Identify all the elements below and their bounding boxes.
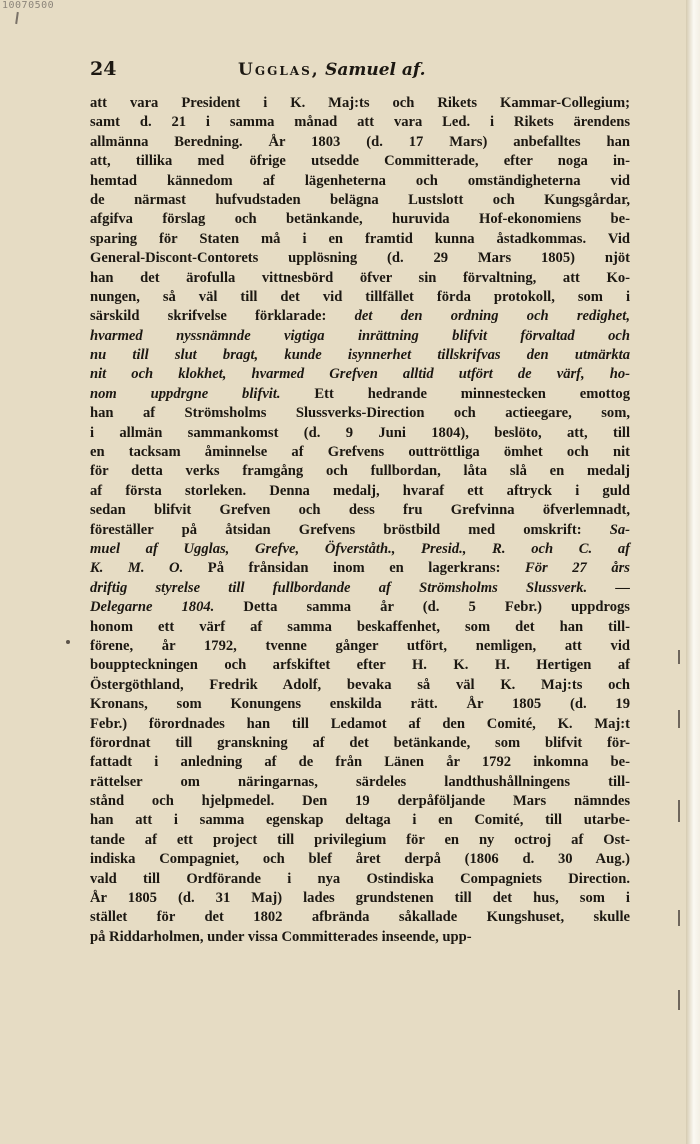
text-line <box>90 327 630 346</box>
text-segment: de närmast hufvudstaden belägna Lustslott och Kungsgårdar, <box>90 191 630 208</box>
text-segment-italic: Delegarne 1804. <box>90 599 215 616</box>
text-line <box>90 559 630 578</box>
text-segment: Ett hedrande minnestecken emottog <box>280 385 630 402</box>
text-segment: att, tillika med öfrige utsedde Committerade, efter noga in- <box>90 153 630 170</box>
text-segment: sparing för Staten må i en framtid kunna åstadkommas. Vid <box>90 230 630 247</box>
text-line <box>90 404 630 423</box>
text-line <box>90 831 630 850</box>
text-segment: för detta verks framgång och fullbordan, låta slå en medalj <box>90 463 630 480</box>
text-segment: en tacksam åminnelse af Grefvens outtröttliga ömhet och nit <box>90 444 630 461</box>
text-segment-italic: hvarmed nyssnämnde vigtiga inrättning blifvit förvaltad och <box>90 327 630 344</box>
text-segment: indiska Compagniet, och blef året derpå (1806 d. 30 Aug.) <box>90 851 630 868</box>
text-line <box>90 152 630 171</box>
body-text <box>90 94 630 947</box>
page-edge <box>686 0 700 1144</box>
text-line <box>90 482 630 501</box>
text-line <box>90 579 630 598</box>
text-segment-italic: För 27 års <box>524 560 630 577</box>
margin-dot <box>66 640 70 644</box>
text-line <box>90 928 630 947</box>
text-segment-italic: nom uppdrgne blifvit. <box>90 385 281 402</box>
running-head-family-name: Ugglas, <box>238 60 320 80</box>
text-segment: på Riddarholmen, under vissa Committerades inseende, upp- <box>90 928 472 945</box>
text-line <box>90 113 630 132</box>
text-segment: Kronans, som Konungens enskilda rätt. År 1805 (d. 19 <box>90 696 630 713</box>
text-line <box>90 521 630 540</box>
text-segment-italic: K. M. O. <box>90 560 184 577</box>
running-head-given-name: Samuel af. <box>325 60 426 80</box>
text-line <box>90 365 630 384</box>
text-line <box>90 424 630 443</box>
text-segment: föreställer på åtsidan Grefvens bröstbild med omskrift: <box>90 521 610 538</box>
text-segment: han att i samma egenskap deltaga i en Comité, till utarbe- <box>90 812 630 829</box>
text-line <box>90 870 630 889</box>
text-line <box>90 908 630 927</box>
text-line <box>90 540 630 559</box>
text-line <box>90 133 630 152</box>
text-line <box>90 811 630 830</box>
text-segment: Febr.) förordnades han till Ledamot af den Comité, K. Maj:t <box>90 715 630 732</box>
text-segment: att vara President i K. Maj:ts och Rikets Kammar-Collegium; <box>90 95 630 111</box>
text-line <box>90 288 630 307</box>
text-segment: samt d. 21 i samma månad att vara Led. i Rikets ärendens <box>90 114 630 131</box>
text-segment-italic: nu till slut bragt, kunde isynnerhet tillskrifvas den utmärkta <box>90 347 630 364</box>
text-segment: honom ett värf af samma beskaffenhet, som det han till- <box>90 618 630 635</box>
text-segment: särskild skrifvelse förklarade: <box>90 308 355 325</box>
text-segment: tande af ett project till privilegium för en ny octroj af Ost- <box>90 831 630 848</box>
text-segment: Östergöthland, Fredrik Adolf, bevaka så väl K. Maj:ts och <box>90 676 630 693</box>
text-line <box>90 695 630 714</box>
page-number: 24 <box>90 58 117 80</box>
text-line <box>90 501 630 520</box>
text-line <box>90 172 630 191</box>
text-line <box>90 210 630 229</box>
text-line <box>90 462 630 481</box>
text-line <box>90 307 630 326</box>
text-segment: allmänna Beredning. År 1803 (d. 17 Mars) anbefalltes han <box>90 133 630 150</box>
text-line <box>90 230 630 249</box>
text-line <box>90 889 630 908</box>
text-segment: hemtad kännedom af lägenheterna och omständigheterna vid <box>90 172 630 189</box>
text-line <box>90 94 630 113</box>
text-segment-italic: muel af Ugglas, Grefve, Öfverståth., Presid., R. och C. af <box>90 540 630 557</box>
text-line <box>90 773 630 792</box>
text-line <box>90 676 630 695</box>
text-line <box>90 753 630 772</box>
text-line <box>90 734 630 753</box>
text-segment: vald till Ordförande i nya Ostindiska Compagniets Direction. <box>90 870 630 887</box>
text-segment-italic: det den ordning och redighet, <box>354 308 630 325</box>
text-segment: På frånsidan inom en lagerkrans: <box>183 560 525 577</box>
text-line <box>90 385 630 404</box>
text-segment: sedan blifvit Grefven och dess fru Grefvinna öfverlemnadt, <box>90 502 630 519</box>
text-segment: bouppteckningen och arfskiftet efter H. K. H. Hertigen af <box>90 657 630 674</box>
text-line <box>90 598 630 617</box>
text-segment: i allmän sammankomst (d. 9 Juni 1804), beslöto, att, till <box>90 424 630 441</box>
text-segment: rättelser om näringarnas, särdeles landthushållningens till- <box>90 773 630 790</box>
text-segment: förordnat till granskning af det betänkande, som blifvit för- <box>90 734 630 751</box>
text-segment: nungen, så väl till det vid tillfället förda protokoll, som i <box>90 288 630 305</box>
running-head <box>238 60 426 80</box>
text-segment: År 1805 (d. 31 Maj) lades grundstenen till det hus, som i <box>90 890 630 907</box>
text-line <box>90 618 630 637</box>
text-segment: afgifva förslag och betänkande, huruvida Hof-ekonomiens be- <box>90 211 630 228</box>
text-line <box>90 346 630 365</box>
page-header <box>90 58 630 90</box>
text-line <box>90 850 630 869</box>
scan-id-label: 10070500 <box>2 0 55 11</box>
text-segment: fattadt i anledning af de från Länen år 1792 inkomna be- <box>90 754 630 771</box>
text-segment: förene, år 1792, tvenne gånger utfört, nemligen, att vid <box>90 637 630 654</box>
text-segment: Detta samma år (d. 5 Febr.) uppdrogs <box>214 599 630 616</box>
text-segment: han det ärofulla vittnesbörd öfver sin förvaltning, att Ko- <box>90 269 630 286</box>
margin-marks <box>676 650 686 1030</box>
text-segment-italic: driftig styrelse till fullbordande af Strömsholms Slussverk. — <box>90 579 630 596</box>
text-line <box>90 249 630 268</box>
text-line <box>90 443 630 462</box>
margin-tick-mark <box>15 12 19 24</box>
text-segment: stället för det 1802 afbrända såkallade Kungshuset, skulle <box>90 909 630 926</box>
text-segment: af första storleken. Denna medalj, hvaraf ett aftryck i guld <box>90 482 630 499</box>
text-line <box>90 715 630 734</box>
text-line <box>90 269 630 288</box>
text-line <box>90 656 630 675</box>
text-segment-italic: nit och klokhet, hvarmed Grefven alltid utfört de värf, ho- <box>90 366 630 383</box>
text-line <box>90 637 630 656</box>
text-line <box>90 792 630 811</box>
text-segment-italic: Sa- <box>609 521 630 538</box>
text-segment: stånd och hjelpmedel. Den 19 derpåföljande Mars nämndes <box>90 793 630 810</box>
text-line <box>90 191 630 210</box>
text-segment: General-Discont-Contorets upplösning (d. 29 Mars 1805) njöt <box>90 250 630 267</box>
text-segment: han af Strömsholms Slussverks-Direction och actieegare, som, <box>90 405 630 422</box>
